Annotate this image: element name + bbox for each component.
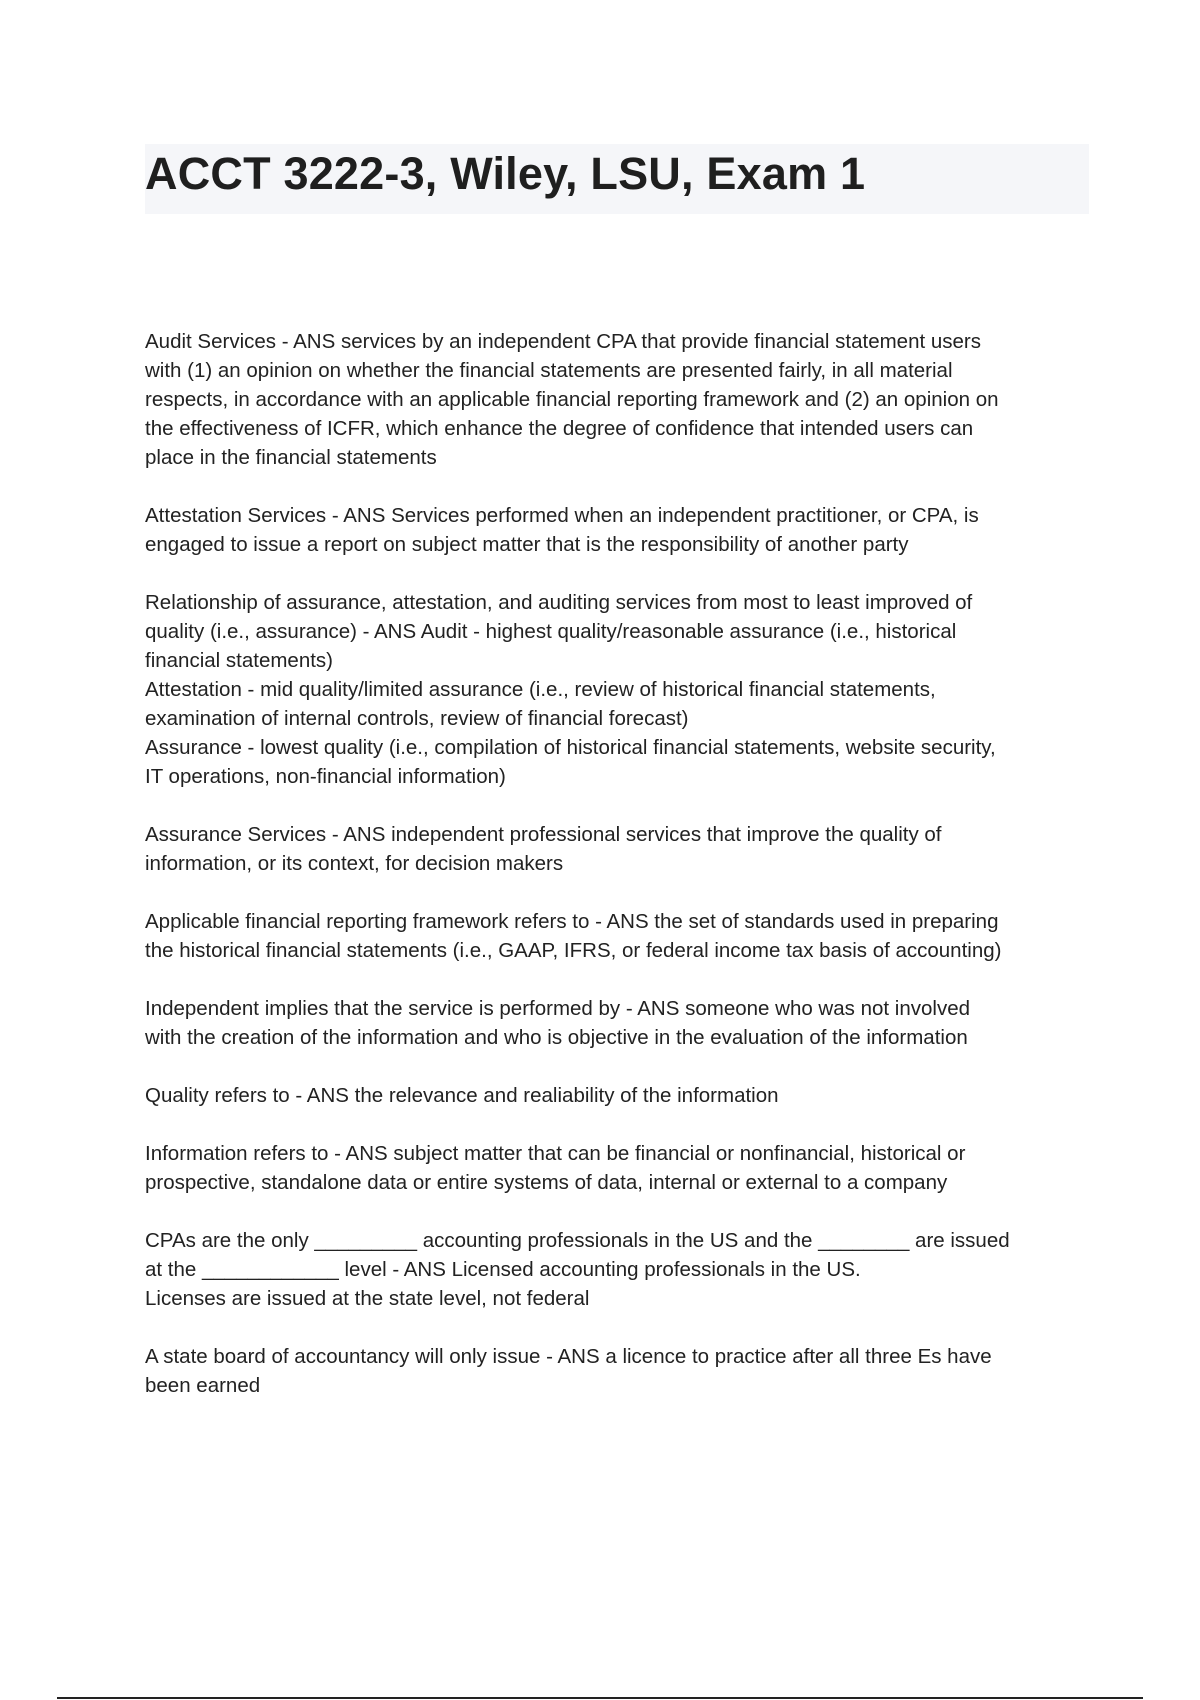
qa-entry-line: quality (i.e., assurance) - ANS Audit - highest quality/reasonable assurance (i.e., historical (145, 620, 957, 643)
qa-entry-line: CPAs are the only _________ accounting professionals in the US and the ________ are issued (145, 1229, 1010, 1252)
qa-entry (145, 1139, 1090, 1197)
qa-entry-line: financial statements) (145, 649, 334, 672)
qa-entry-line: engaged to issue a report on subject matter that is the responsibility of another party (145, 533, 909, 556)
qa-entry-line: examination of internal controls, review of financial forecast) (145, 707, 689, 730)
page-title: ACCT 3222-3, Wiley, LSU, Exam 1 (145, 148, 866, 199)
qa-entry-line: Quality refers to - ANS the relevance and realiability of the information (145, 1084, 779, 1107)
qa-entry-line: Applicable financial reporting framework refers to - ANS the set of standards used in preparing (145, 910, 999, 933)
flashcard-list (145, 327, 1090, 1429)
qa-entry-line: the effectiveness of ICFR, which enhance the degree of confidence that intended users can (145, 417, 974, 440)
qa-entry (145, 588, 1090, 791)
qa-entry-line: Assurance - lowest quality (i.e., compilation of historical financial statements, website security, (145, 736, 996, 759)
qa-entry (145, 1342, 1090, 1400)
qa-entry-line: with (1) an opinion on whether the financial statements are presented fairly, in all material (145, 359, 953, 382)
qa-entry (145, 1226, 1090, 1313)
qa-entry-line: prospective, standalone data or entire systems of data, internal or external to a company (145, 1171, 948, 1194)
qa-entry (145, 994, 1090, 1052)
qa-entry-line: IT operations, non-financial information) (145, 765, 506, 788)
qa-entry (145, 1081, 1090, 1110)
footer-rule (57, 1697, 1143, 1699)
qa-entry-line: Attestation - mid quality/limited assurance (i.e., review of historical financial statements, (145, 678, 936, 701)
qa-entry-line: Information refers to - ANS subject matter that can be financial or nonfinancial, historical or (145, 1142, 966, 1165)
qa-entry-line: Independent implies that the service is performed by - ANS someone who was not involved (145, 997, 970, 1020)
qa-entry (145, 327, 1090, 472)
qa-entry-line: Audit Services - ANS services by an independent CPA that provide financial statement users (145, 330, 982, 353)
qa-entry-line: Relationship of assurance, attestation, and auditing services from most to least improved of (145, 591, 973, 614)
qa-entry-line: Assurance Services - ANS independent professional services that improve the quality of (145, 823, 942, 846)
qa-entry (145, 820, 1090, 878)
qa-entry (145, 501, 1090, 559)
qa-entry-line: Attestation Services - ANS Services performed when an independent practitioner, or CPA, is (145, 504, 979, 527)
qa-entry-line: A state board of accountancy will only issue - ANS a licence to practice after all three Es have (145, 1345, 992, 1368)
qa-entry-line: the historical financial statements (i.e., GAAP, IFRS, or federal income tax basis of accounting) (145, 939, 1002, 962)
qa-entry-line: been earned (145, 1374, 261, 1397)
qa-entry-line: at the ____________ level - ANS Licensed accounting professionals in the US. (145, 1258, 861, 1281)
qa-entry-line: with the creation of the information and who is objective in the evaluation of the information (145, 1026, 968, 1049)
qa-entry (145, 907, 1090, 965)
qa-entry-line: information, or its context, for decision makers (145, 852, 564, 875)
qa-entry-line: Licenses are issued at the state level, not federal (145, 1287, 590, 1310)
qa-entry-line: respects, in accordance with an applicable financial reporting framework and (2) an opinion on (145, 388, 999, 411)
qa-entry-line: place in the financial statements (145, 446, 437, 469)
